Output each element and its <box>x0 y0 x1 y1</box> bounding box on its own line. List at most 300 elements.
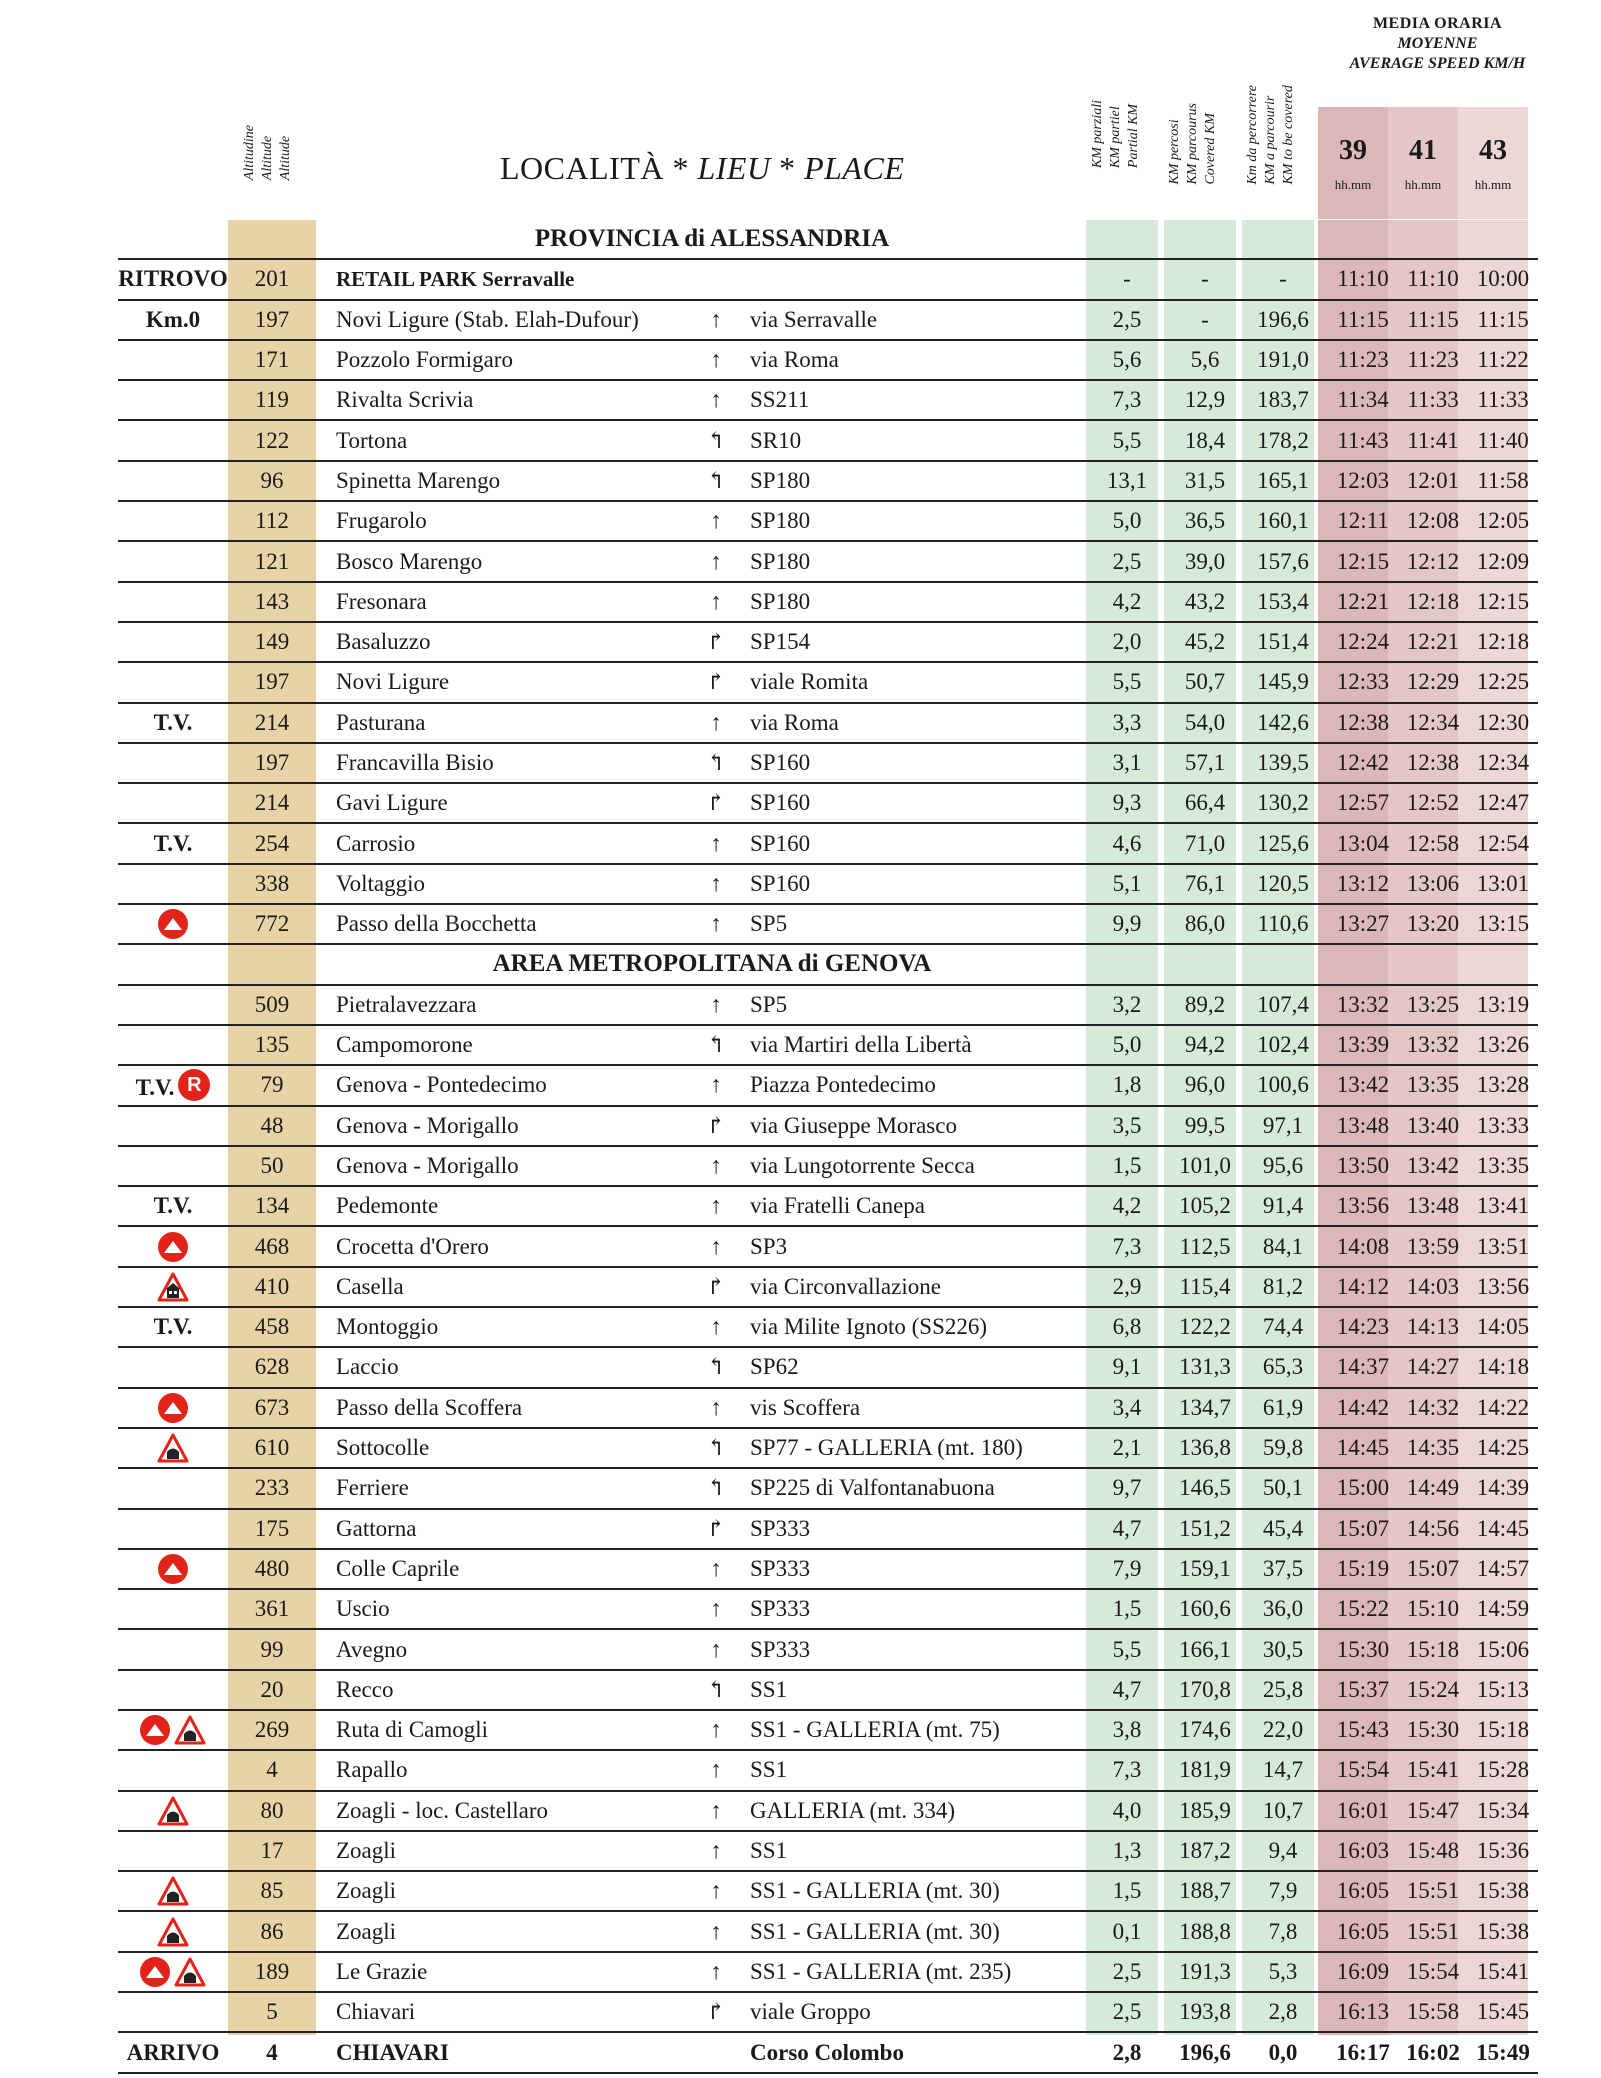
speed-41-header <box>1388 107 1458 219</box>
km-partial-cell: 5,0 <box>1088 1025 1166 1065</box>
locality-cell: Le Grazie <box>336 1952 696 1992</box>
altitude-cell <box>228 944 316 984</box>
time-43-cell: 13:01 <box>1468 864 1538 904</box>
road-cell: SP62 <box>736 1347 1088 1387</box>
table-row <box>118 1186 1538 1226</box>
km-remaining-cell: 10,7 <box>1244 1791 1322 1831</box>
time-41-cell: 15:10 <box>1398 1589 1468 1629</box>
km-remaining-cell: - <box>1244 259 1322 299</box>
table-row <box>118 1952 1538 1992</box>
time-41-cell: 12:58 <box>1398 823 1468 863</box>
km-remaining-label-it: Km da percorrere <box>1245 85 1260 185</box>
table-row <box>118 1791 1538 1831</box>
note-cell <box>118 662 228 702</box>
km-partial-cell: 4,7 <box>1088 1670 1166 1710</box>
km-covered-cell: - <box>1166 259 1244 299</box>
direction-arrow-icon: ↑ <box>696 1589 736 1629</box>
time-41-cell: 13:59 <box>1398 1226 1468 1266</box>
note-cell <box>118 1388 228 1428</box>
altitude-cell: 17 <box>228 1831 316 1871</box>
time-41-cell: 12:08 <box>1398 501 1468 541</box>
speed-43-header <box>1458 107 1528 219</box>
time-43-cell: 12:34 <box>1468 743 1538 783</box>
tunnel-icon <box>157 1917 189 1947</box>
km-partial-cell: 1,5 <box>1088 1146 1166 1186</box>
time-39-cell: 12:57 <box>1328 783 1398 823</box>
note-cell <box>118 1186 228 1226</box>
title-separator: * <box>770 150 805 186</box>
road-cell: SP180 <box>736 501 1088 541</box>
km-partial-label-fr: KM partiel <box>1108 106 1123 169</box>
time-41-cell: 13:32 <box>1398 1025 1468 1065</box>
time-43-cell: 15:34 <box>1468 1791 1538 1831</box>
time-43-cell: 10:00 <box>1468 259 1538 299</box>
time-cell <box>1398 944 1468 984</box>
time-41-cell: 13:35 <box>1398 1065 1468 1105</box>
locality-cell: Spinetta Marengo <box>336 461 696 501</box>
road-cell: SP180 <box>736 582 1088 622</box>
km-covered-label-fr: KM parcourus <box>1185 103 1200 185</box>
note-cell <box>118 703 228 743</box>
km-partial-cell: 5,5 <box>1088 662 1166 702</box>
spacer-cell <box>316 1307 336 1347</box>
direction-arrow-icon: ↑ <box>696 541 736 581</box>
direction-arrow-icon: ↑ <box>696 823 736 863</box>
average-speed-caption <box>1330 14 1545 74</box>
locality-cell: RETAIL PARK Serravalle <box>336 259 696 299</box>
direction-arrow-icon: ↰ <box>696 1468 736 1508</box>
road-cell <box>736 259 1088 299</box>
km-remaining-cell: 139,5 <box>1244 743 1322 783</box>
time-41-cell: 14:56 <box>1398 1509 1468 1549</box>
km-partial-cell: 5,0 <box>1088 501 1166 541</box>
km-covered-cell: 160,6 <box>1166 1589 1244 1629</box>
time-41-cell: 12:01 <box>1398 461 1468 501</box>
note-cell <box>118 501 228 541</box>
table-row <box>118 622 1538 662</box>
km-cell <box>1088 944 1166 984</box>
table-row <box>118 2032 1538 2072</box>
time-39-cell: 11:23 <box>1328 340 1398 380</box>
road-cell: SS1 - GALLERIA (mt. 30) <box>736 1911 1088 1951</box>
table-row <box>118 743 1538 783</box>
time-41-cell: 12:18 <box>1398 582 1468 622</box>
table-row <box>118 703 1538 743</box>
locality-cell: Basaluzzo <box>336 622 696 662</box>
road-cell: viale Groppo <box>736 1992 1088 2032</box>
altitude-cell: 175 <box>228 1509 316 1549</box>
note-cell <box>118 1750 228 1790</box>
time-39-cell: 15:37 <box>1328 1670 1398 1710</box>
direction-arrow-icon: ↱ <box>696 1509 736 1549</box>
table-row <box>118 1589 1538 1629</box>
locality-cell: Campomorone <box>336 1025 696 1065</box>
km-covered-cell: 39,0 <box>1166 541 1244 581</box>
km-covered-cell: 57,1 <box>1166 743 1244 783</box>
km-remaining-cell: 100,6 <box>1244 1065 1322 1105</box>
altitude-cell: 480 <box>228 1549 316 1589</box>
row-note: T.V. <box>153 709 193 735</box>
locality-cell: Montoggio <box>336 1307 696 1347</box>
altitude-cell: 214 <box>228 783 316 823</box>
time-43-cell: 15:13 <box>1468 1670 1538 1710</box>
altitude-cell: 410 <box>228 1267 316 1307</box>
speed-39-header <box>1318 107 1388 219</box>
note-cell <box>118 582 228 622</box>
time-41-cell: 12:52 <box>1398 783 1468 823</box>
direction-arrow-icon: ↑ <box>696 1388 736 1428</box>
km-remaining-cell: 9,4 <box>1244 1831 1322 1871</box>
locality-cell: Uscio <box>336 1589 696 1629</box>
title-separator: * <box>663 150 698 186</box>
km-covered-label-en: Covered KM <box>1203 113 1218 185</box>
time-39-cell: 15:30 <box>1328 1629 1398 1669</box>
time-43-cell: 11:40 <box>1468 420 1538 460</box>
time-41-cell: 12:12 <box>1398 541 1468 581</box>
km-remaining-label-fr: KM a parcourir <box>1263 95 1278 185</box>
table-row <box>118 1992 1538 2032</box>
km-remaining-cell: 84,1 <box>1244 1226 1322 1266</box>
time-39-cell: 16:01 <box>1328 1791 1398 1831</box>
spacer-cell <box>316 823 336 863</box>
time-41-cell: 12:38 <box>1398 743 1468 783</box>
km-partial-cell: 9,3 <box>1088 783 1166 823</box>
time-43-cell: 15:18 <box>1468 1710 1538 1750</box>
spacer-cell <box>316 743 336 783</box>
spacer-cell <box>316 420 336 460</box>
km-covered-cell: 181,9 <box>1166 1750 1244 1790</box>
note-cell <box>118 1791 228 1831</box>
spacer-cell <box>316 783 336 823</box>
locality-cell: Casella <box>336 1267 696 1307</box>
road-cell: SP333 <box>736 1549 1088 1589</box>
km-remaining-cell: 36,0 <box>1244 1589 1322 1629</box>
time-41-cell: 13:42 <box>1398 1146 1468 1186</box>
spacer-cell <box>316 220 336 259</box>
note-cell <box>118 904 228 944</box>
km-partial-label <box>1089 100 1143 168</box>
time-39-cell: 16:03 <box>1328 1831 1398 1871</box>
time-41-cell: 13:40 <box>1398 1106 1468 1146</box>
title-en: PLACE <box>804 150 905 186</box>
km-partial-cell: 2,1 <box>1088 1428 1166 1468</box>
table-row <box>118 461 1538 501</box>
time-39-cell: 16:05 <box>1328 1871 1398 1911</box>
km-partial-cell: 4,0 <box>1088 1791 1166 1831</box>
altitude-cell: 628 <box>228 1347 316 1387</box>
spacer-cell <box>316 1065 336 1105</box>
road-cell: SP333 <box>736 1589 1088 1629</box>
altitude-cell: 85 <box>228 1871 316 1911</box>
direction-arrow-icon: ↑ <box>696 1791 736 1831</box>
road-cell: SP160 <box>736 864 1088 904</box>
km-remaining-cell: 107,4 <box>1244 985 1322 1025</box>
time-43-cell: 12:54 <box>1468 823 1538 863</box>
km-partial-cell: 3,1 <box>1088 743 1166 783</box>
time-41-cell: 15:48 <box>1398 1831 1468 1871</box>
km-partial-label-en: Partial KM <box>1126 103 1141 169</box>
altitude-cell: 122 <box>228 420 316 460</box>
spacer-cell <box>316 1589 336 1629</box>
note-cell <box>118 461 228 501</box>
km-partial-cell: 9,7 <box>1088 1468 1166 1508</box>
spacer-cell <box>316 1468 336 1508</box>
time-41-cell: 13:48 <box>1398 1186 1468 1226</box>
km-partial-cell: 13,1 <box>1088 461 1166 501</box>
title-it: LOCALITÀ <box>500 150 664 186</box>
altitude-cell: 143 <box>228 582 316 622</box>
spacer-cell <box>316 1106 336 1146</box>
table-row <box>118 985 1538 1025</box>
time-cell <box>1328 220 1398 259</box>
note-cell <box>118 1025 228 1065</box>
direction-arrow-icon: ↑ <box>696 1186 736 1226</box>
time-43-cell: 15:28 <box>1468 1750 1538 1790</box>
km-remaining-cell: 157,6 <box>1244 541 1322 581</box>
altitude-cell: 197 <box>228 743 316 783</box>
time-39-cell: 13:39 <box>1328 1025 1398 1065</box>
locality-cell: Laccio <box>336 1347 696 1387</box>
speed-title-fr: MOYENNE <box>1397 35 1478 52</box>
speed-43-value: 43 <box>1479 135 1507 166</box>
km-covered-cell: 5,6 <box>1166 340 1244 380</box>
time-43-cell: 13:15 <box>1468 904 1538 944</box>
time-39-cell: 15:22 <box>1328 1589 1398 1629</box>
km-covered-cell: 188,7 <box>1166 1871 1244 1911</box>
time-39-cell: 11:15 <box>1328 300 1398 340</box>
altitude-cell: 149 <box>228 622 316 662</box>
spacer-cell <box>316 1347 336 1387</box>
table-row <box>118 662 1538 702</box>
time-39-cell: 16:09 <box>1328 1952 1398 1992</box>
km-partial-cell: 3,8 <box>1088 1710 1166 1750</box>
time-43-cell: 12:30 <box>1468 703 1538 743</box>
km-remaining-label-en: KM to be covered <box>1281 85 1296 185</box>
km-partial-cell: 4,2 <box>1088 582 1166 622</box>
km-remaining-cell: 37,5 <box>1244 1549 1322 1589</box>
town-warning-icon <box>157 1272 189 1302</box>
km-partial-cell: 2,8 <box>1088 2032 1166 2072</box>
locality-cell: Avegno <box>336 1629 696 1669</box>
altitude-cell: 119 <box>228 380 316 420</box>
spacer-cell <box>316 1992 336 2032</box>
section-title: PROVINCIA di ALESSANDRIA <box>336 220 1088 259</box>
mountain-icon <box>158 909 188 939</box>
row-note: RITROVO <box>118 266 228 292</box>
direction-arrow-icon: ↑ <box>696 1831 736 1871</box>
km-remaining-cell: 14,7 <box>1244 1750 1322 1790</box>
note-cell <box>118 1952 228 1992</box>
km-remaining-cell: 97,1 <box>1244 1106 1322 1146</box>
table-row <box>118 541 1538 581</box>
direction-arrow-icon <box>696 259 736 299</box>
time-43-cell: 14:25 <box>1468 1428 1538 1468</box>
km-partial-cell: 9,1 <box>1088 1347 1166 1387</box>
time-39-cell: 11:34 <box>1328 380 1398 420</box>
altitude-cell: 197 <box>228 300 316 340</box>
time-43-cell: 14:57 <box>1468 1549 1538 1589</box>
speed-title-it: MEDIA ORARIA <box>1372 15 1503 32</box>
road-cell: viale Romita <box>736 662 1088 702</box>
table-row <box>118 300 1538 340</box>
mountain-icon <box>158 1554 188 1584</box>
km-covered-label-it: KM percosi <box>1167 119 1182 185</box>
note-cell <box>118 1509 228 1549</box>
note-cell <box>118 622 228 662</box>
spacer-cell <box>316 1670 336 1710</box>
note-cell <box>118 1710 228 1750</box>
km-partial-cell: 5,6 <box>1088 340 1166 380</box>
table-row <box>118 1065 1538 1105</box>
time-41-cell: 15:41 <box>1398 1750 1468 1790</box>
km-remaining-cell: 153,4 <box>1244 582 1322 622</box>
spacer-cell <box>316 1750 336 1790</box>
spacer-cell <box>316 1428 336 1468</box>
direction-arrow-icon: ↑ <box>696 1710 736 1750</box>
km-covered-cell: 166,1 <box>1166 1629 1244 1669</box>
direction-arrow-icon: ↑ <box>696 864 736 904</box>
note-cell <box>118 2032 228 2072</box>
km-partial-cell: 3,5 <box>1088 1106 1166 1146</box>
time-cell <box>1468 220 1538 259</box>
road-cell: SS1 - GALLERIA (mt. 75) <box>736 1710 1088 1750</box>
road-cell: via Giuseppe Morasco <box>736 1106 1088 1146</box>
direction-arrow-icon: ↱ <box>696 662 736 702</box>
km-partial-cell: 1,3 <box>1088 1831 1166 1871</box>
row-note: ARRIVO <box>126 2039 220 2065</box>
tunnel-icon <box>157 1876 189 1906</box>
note-cell <box>118 985 228 1025</box>
road-cell: SP5 <box>736 904 1088 944</box>
altitude-cell: 201 <box>228 259 316 299</box>
locality-cell: Sottocolle <box>336 1428 696 1468</box>
section-title: AREA METROPOLITANA di GENOVA <box>336 944 1088 984</box>
km-covered-cell: 76,1 <box>1166 864 1244 904</box>
locality-cell: Recco <box>336 1670 696 1710</box>
altitude-cell: 4 <box>228 2032 316 2072</box>
direction-arrow-icon: ↑ <box>696 904 736 944</box>
km-covered-cell: 36,5 <box>1166 501 1244 541</box>
table-row <box>118 1871 1538 1911</box>
direction-arrow-icon: ↑ <box>696 1307 736 1347</box>
time-39-cell: 14:08 <box>1328 1226 1398 1266</box>
note-cell <box>118 1428 228 1468</box>
locality-cell: Zoagli <box>336 1831 696 1871</box>
locality-cell: Passo della Bocchetta <box>336 904 696 944</box>
time-41-cell: 14:13 <box>1398 1307 1468 1347</box>
km-partial-cell: 4,6 <box>1088 823 1166 863</box>
locality-cell: Fresonara <box>336 582 696 622</box>
time-41-cell: 14:49 <box>1398 1468 1468 1508</box>
altitude-cell: 48 <box>228 1106 316 1146</box>
table-row <box>118 1549 1538 1589</box>
km-partial-label-it: KM parziali <box>1090 100 1105 169</box>
time-43-cell: 15:38 <box>1468 1871 1538 1911</box>
direction-arrow-icon: ↱ <box>696 783 736 823</box>
km-covered-cell: 94,2 <box>1166 1025 1244 1065</box>
locality-cell: Chiavari <box>336 1992 696 2032</box>
table-row <box>118 783 1538 823</box>
direction-arrow-icon: ↑ <box>696 1065 736 1105</box>
km-covered-cell: 86,0 <box>1166 904 1244 944</box>
direction-arrow-icon: ↑ <box>696 300 736 340</box>
time-39-cell: 14:23 <box>1328 1307 1398 1347</box>
time-43-cell: 14:59 <box>1468 1589 1538 1629</box>
note-cell <box>118 783 228 823</box>
table-row <box>118 501 1538 541</box>
spacer-cell <box>316 541 336 581</box>
spacer-cell <box>316 703 336 743</box>
direction-arrow-icon: ↑ <box>696 1871 736 1911</box>
direction-arrow-icon: ↑ <box>696 340 736 380</box>
km-remaining-cell: 165,1 <box>1244 461 1322 501</box>
road-cell: via Lungotorrente Secca <box>736 1146 1088 1186</box>
locality-cell: Crocetta d'Orero <box>336 1226 696 1266</box>
altitude-cell: 197 <box>228 662 316 702</box>
altitude-cell: 269 <box>228 1710 316 1750</box>
table-row <box>118 823 1538 863</box>
km-remaining-cell: 74,4 <box>1244 1307 1322 1347</box>
km-covered-cell: 31,5 <box>1166 461 1244 501</box>
km-remaining-cell: 59,8 <box>1244 1428 1322 1468</box>
itinerary-table <box>118 220 1538 2074</box>
km-covered-cell: 89,2 <box>1166 985 1244 1025</box>
direction-arrow-icon: ↑ <box>696 1549 736 1589</box>
time-39-cell: 12:42 <box>1328 743 1398 783</box>
direction-arrow-icon: ↑ <box>696 1750 736 1790</box>
road-cell: via Milite Ignoto (SS226) <box>736 1307 1088 1347</box>
direction-arrow-icon <box>696 2032 736 2072</box>
km-remaining-cell: 196,6 <box>1244 300 1322 340</box>
km-covered-cell: 134,7 <box>1166 1388 1244 1428</box>
time-43-cell: 14:22 <box>1468 1388 1538 1428</box>
time-39-cell: 12:03 <box>1328 461 1398 501</box>
road-cell: SS211 <box>736 380 1088 420</box>
time-43-cell: 12:25 <box>1468 662 1538 702</box>
time-41-cell: 12:21 <box>1398 622 1468 662</box>
altitude-label-it: Altitudine <box>242 125 257 181</box>
table-row <box>118 1428 1538 1468</box>
speed-unit: hh.mm <box>1474 177 1512 192</box>
note-cell <box>118 1267 228 1307</box>
time-39-cell: 16:17 <box>1328 2032 1398 2072</box>
time-43-cell: 13:19 <box>1468 985 1538 1025</box>
note-cell <box>118 1106 228 1146</box>
spacer-cell <box>316 904 336 944</box>
time-43-cell: 15:36 <box>1468 1831 1538 1871</box>
time-cell <box>1398 220 1468 259</box>
speed-41-value: 41 <box>1409 135 1437 166</box>
altitude-label-fr: Altitude <box>260 135 275 181</box>
time-39-cell: 12:38 <box>1328 703 1398 743</box>
km-partial-cell: 2,0 <box>1088 622 1166 662</box>
locality-cell: Rivalta Scrivia <box>336 380 696 420</box>
mountain-icon <box>158 1232 188 1262</box>
spacer-cell <box>316 1226 336 1266</box>
tunnel-icon <box>157 1433 189 1463</box>
time-43-cell: 11:15 <box>1468 300 1538 340</box>
time-41-cell: 15:58 <box>1398 1992 1468 2032</box>
spacer-cell <box>316 300 336 340</box>
direction-arrow-icon: ↑ <box>696 1629 736 1669</box>
direction-arrow-icon: ↑ <box>696 985 736 1025</box>
time-39-cell: 13:42 <box>1328 1065 1398 1105</box>
time-43-cell: 11:33 <box>1468 380 1538 420</box>
time-39-cell: 15:54 <box>1328 1750 1398 1790</box>
time-43-cell: 11:58 <box>1468 461 1538 501</box>
speed-unit: hh.mm <box>1404 177 1442 192</box>
time-43-cell: 15:49 <box>1468 2032 1538 2072</box>
